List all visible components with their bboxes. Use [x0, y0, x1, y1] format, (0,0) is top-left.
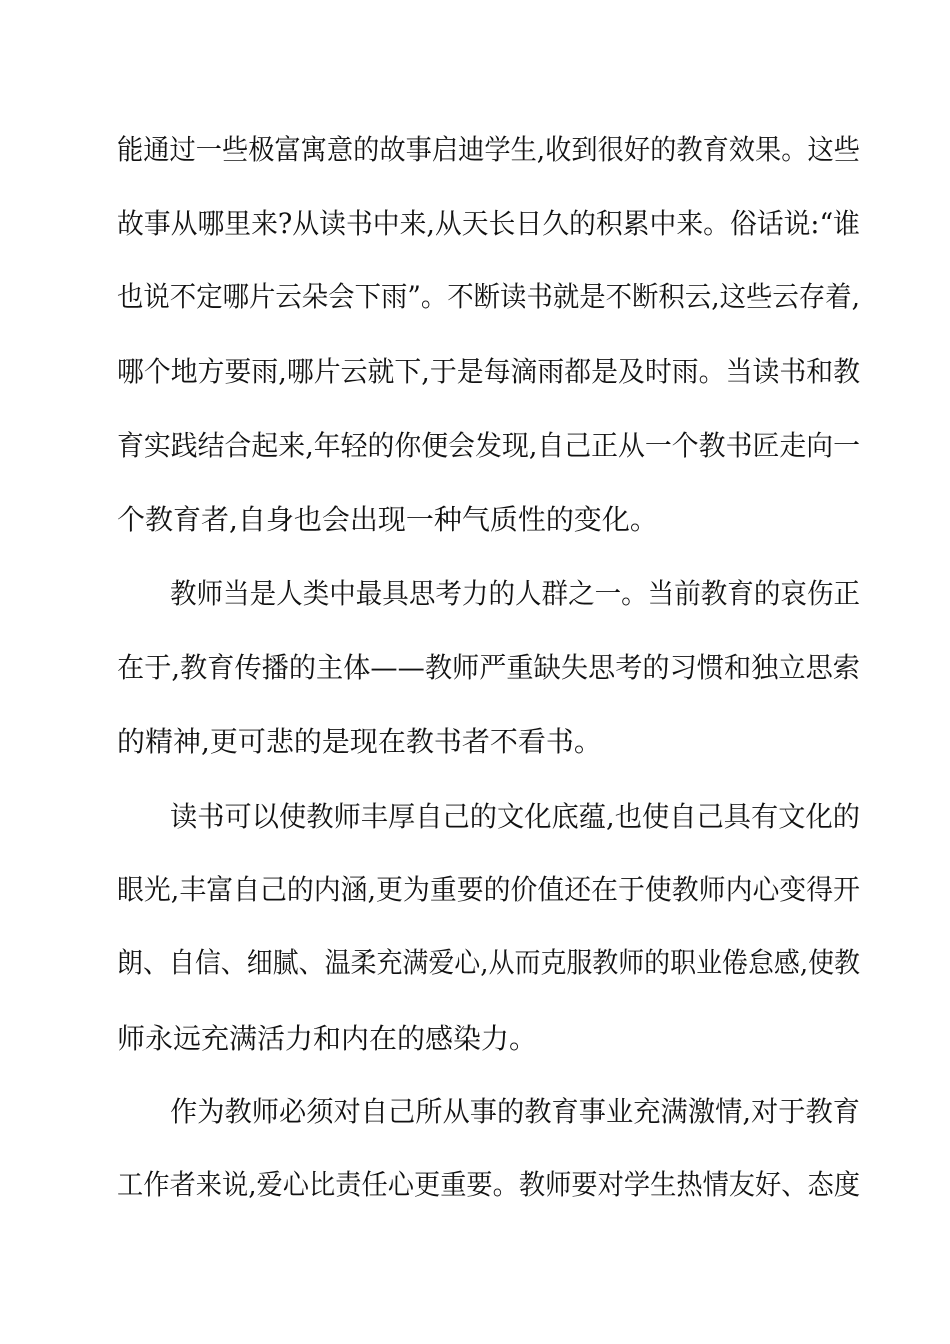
line-text: 育实践结合起来,年轻的你便会发现,自己正从一个教书匠走向一 — [117, 429, 860, 462]
line-text: 朗、自信、细腻、温柔充满爱心,从而克服教师的职业倦怠感,使教 — [117, 946, 860, 979]
text-line — [0, 350, 950, 394]
line-text: 的精神,更可悲的是现在教书者不看书。 — [117, 725, 602, 758]
line-text: 眼光,丰富自己的内涵,更为重要的价值还在于使教师内心变得开 — [117, 873, 860, 906]
text-line — [0, 868, 950, 912]
line-text: 哪个地方要雨,哪片云就下,于是每滴雨都是及时雨。当读书和教 — [117, 355, 860, 388]
paragraph-start-line — [0, 795, 950, 839]
line-text: 在于,教育传播的主体——教师严重缺失思考的习惯和独立思索 — [117, 651, 860, 684]
line-text: 故事从哪里来?从读书中来,从天长日久的积累中来。俗话说:“谁 — [117, 207, 860, 240]
text-line — [0, 941, 950, 985]
text-line — [0, 1017, 950, 1061]
line-text: 个教育者,自身也会出现一种气质性的变化。 — [117, 503, 658, 536]
text-line — [0, 202, 950, 246]
line-text: 作为教师必须对自己所从事的教育事业充满激情,对于教育 — [170, 1095, 860, 1128]
paragraph-start-line — [0, 572, 950, 616]
text-line — [0, 498, 950, 542]
line-text: 读书可以使教师丰厚自己的文化底蕴,也使自己具有文化的 — [170, 800, 860, 833]
line-text: 能通过一些极富寓意的故事启迪学生,收到很好的教育效果。这些 — [117, 133, 860, 166]
line-text: 也说不定哪片云朵会下雨”。不断读书就是不断积云,这些云存着, — [117, 280, 860, 313]
text-line — [0, 424, 950, 468]
text-line — [0, 275, 950, 319]
text-line — [0, 1163, 950, 1207]
line-text: 教师当是人类中最具思考力的人群之一。当前教育的哀伤正 — [170, 577, 860, 610]
text-line — [0, 720, 950, 764]
line-text: 工作者来说,爱心比责任心更重要。教师要对学生热情友好、态度 — [117, 1168, 860, 1201]
line-text: 师永远充满活力和内在的感染力。 — [117, 1022, 538, 1055]
text-line — [0, 646, 950, 690]
paragraph-start-line — [0, 1090, 950, 1134]
text-line — [0, 128, 950, 172]
